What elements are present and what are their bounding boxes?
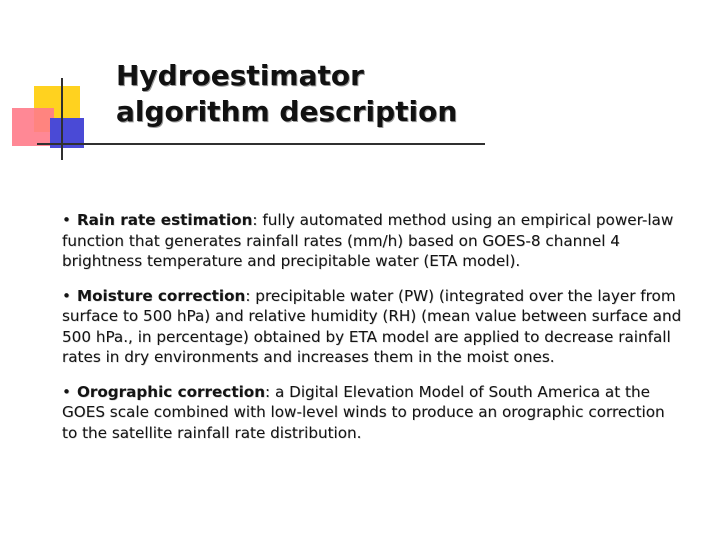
slide-title bbox=[116, 58, 457, 130]
paragraph-text: a Digital Elevation Model of South America at the GOES scale combined with low-level winds to produce an orographic correction to the satellite rainfall rate distribution. bbox=[62, 382, 665, 442]
paragraph-rain-rate bbox=[62, 210, 684, 272]
paragraph-moisture bbox=[62, 286, 684, 368]
term-colon: : bbox=[245, 286, 251, 305]
title-underline-rule bbox=[37, 143, 485, 145]
term-orographic: Orographic correction bbox=[76, 382, 266, 401]
title-line-2: algorithm description bbox=[116, 95, 458, 128]
bullet-icon: • bbox=[62, 211, 71, 229]
paragraph-text: fully automated method using an empirical power-law function that generates rainfall rates (mm/h) based on GOES-8 channel 4 brightness temperature and precipitable water (ETA model). bbox=[62, 211, 674, 270]
term-moisture: Moisture correction bbox=[76, 286, 246, 305]
title-line-1: Hydroestimator bbox=[116, 59, 364, 92]
logo-red-square bbox=[12, 108, 54, 146]
paragraph-orographic bbox=[62, 382, 684, 444]
logo-vertical-rule bbox=[61, 78, 63, 160]
bullet-icon: • bbox=[62, 382, 71, 401]
bullet-icon: • bbox=[62, 286, 71, 305]
term-rain-rate: Rain rate estimation bbox=[76, 211, 253, 229]
slide-body bbox=[62, 210, 684, 457]
paragraph-text: precipitable water (PW) (integrated over the layer from surface to 500 hPa) and relative humidity (RH) (mean value between surface and 500 hPa., in percentage) obtained by ETA model are applied to decrease rainfall rates in dry environments and increases them in the moist ones. bbox=[62, 286, 682, 366]
term-colon: : bbox=[252, 211, 258, 229]
term-colon: : bbox=[265, 382, 271, 401]
